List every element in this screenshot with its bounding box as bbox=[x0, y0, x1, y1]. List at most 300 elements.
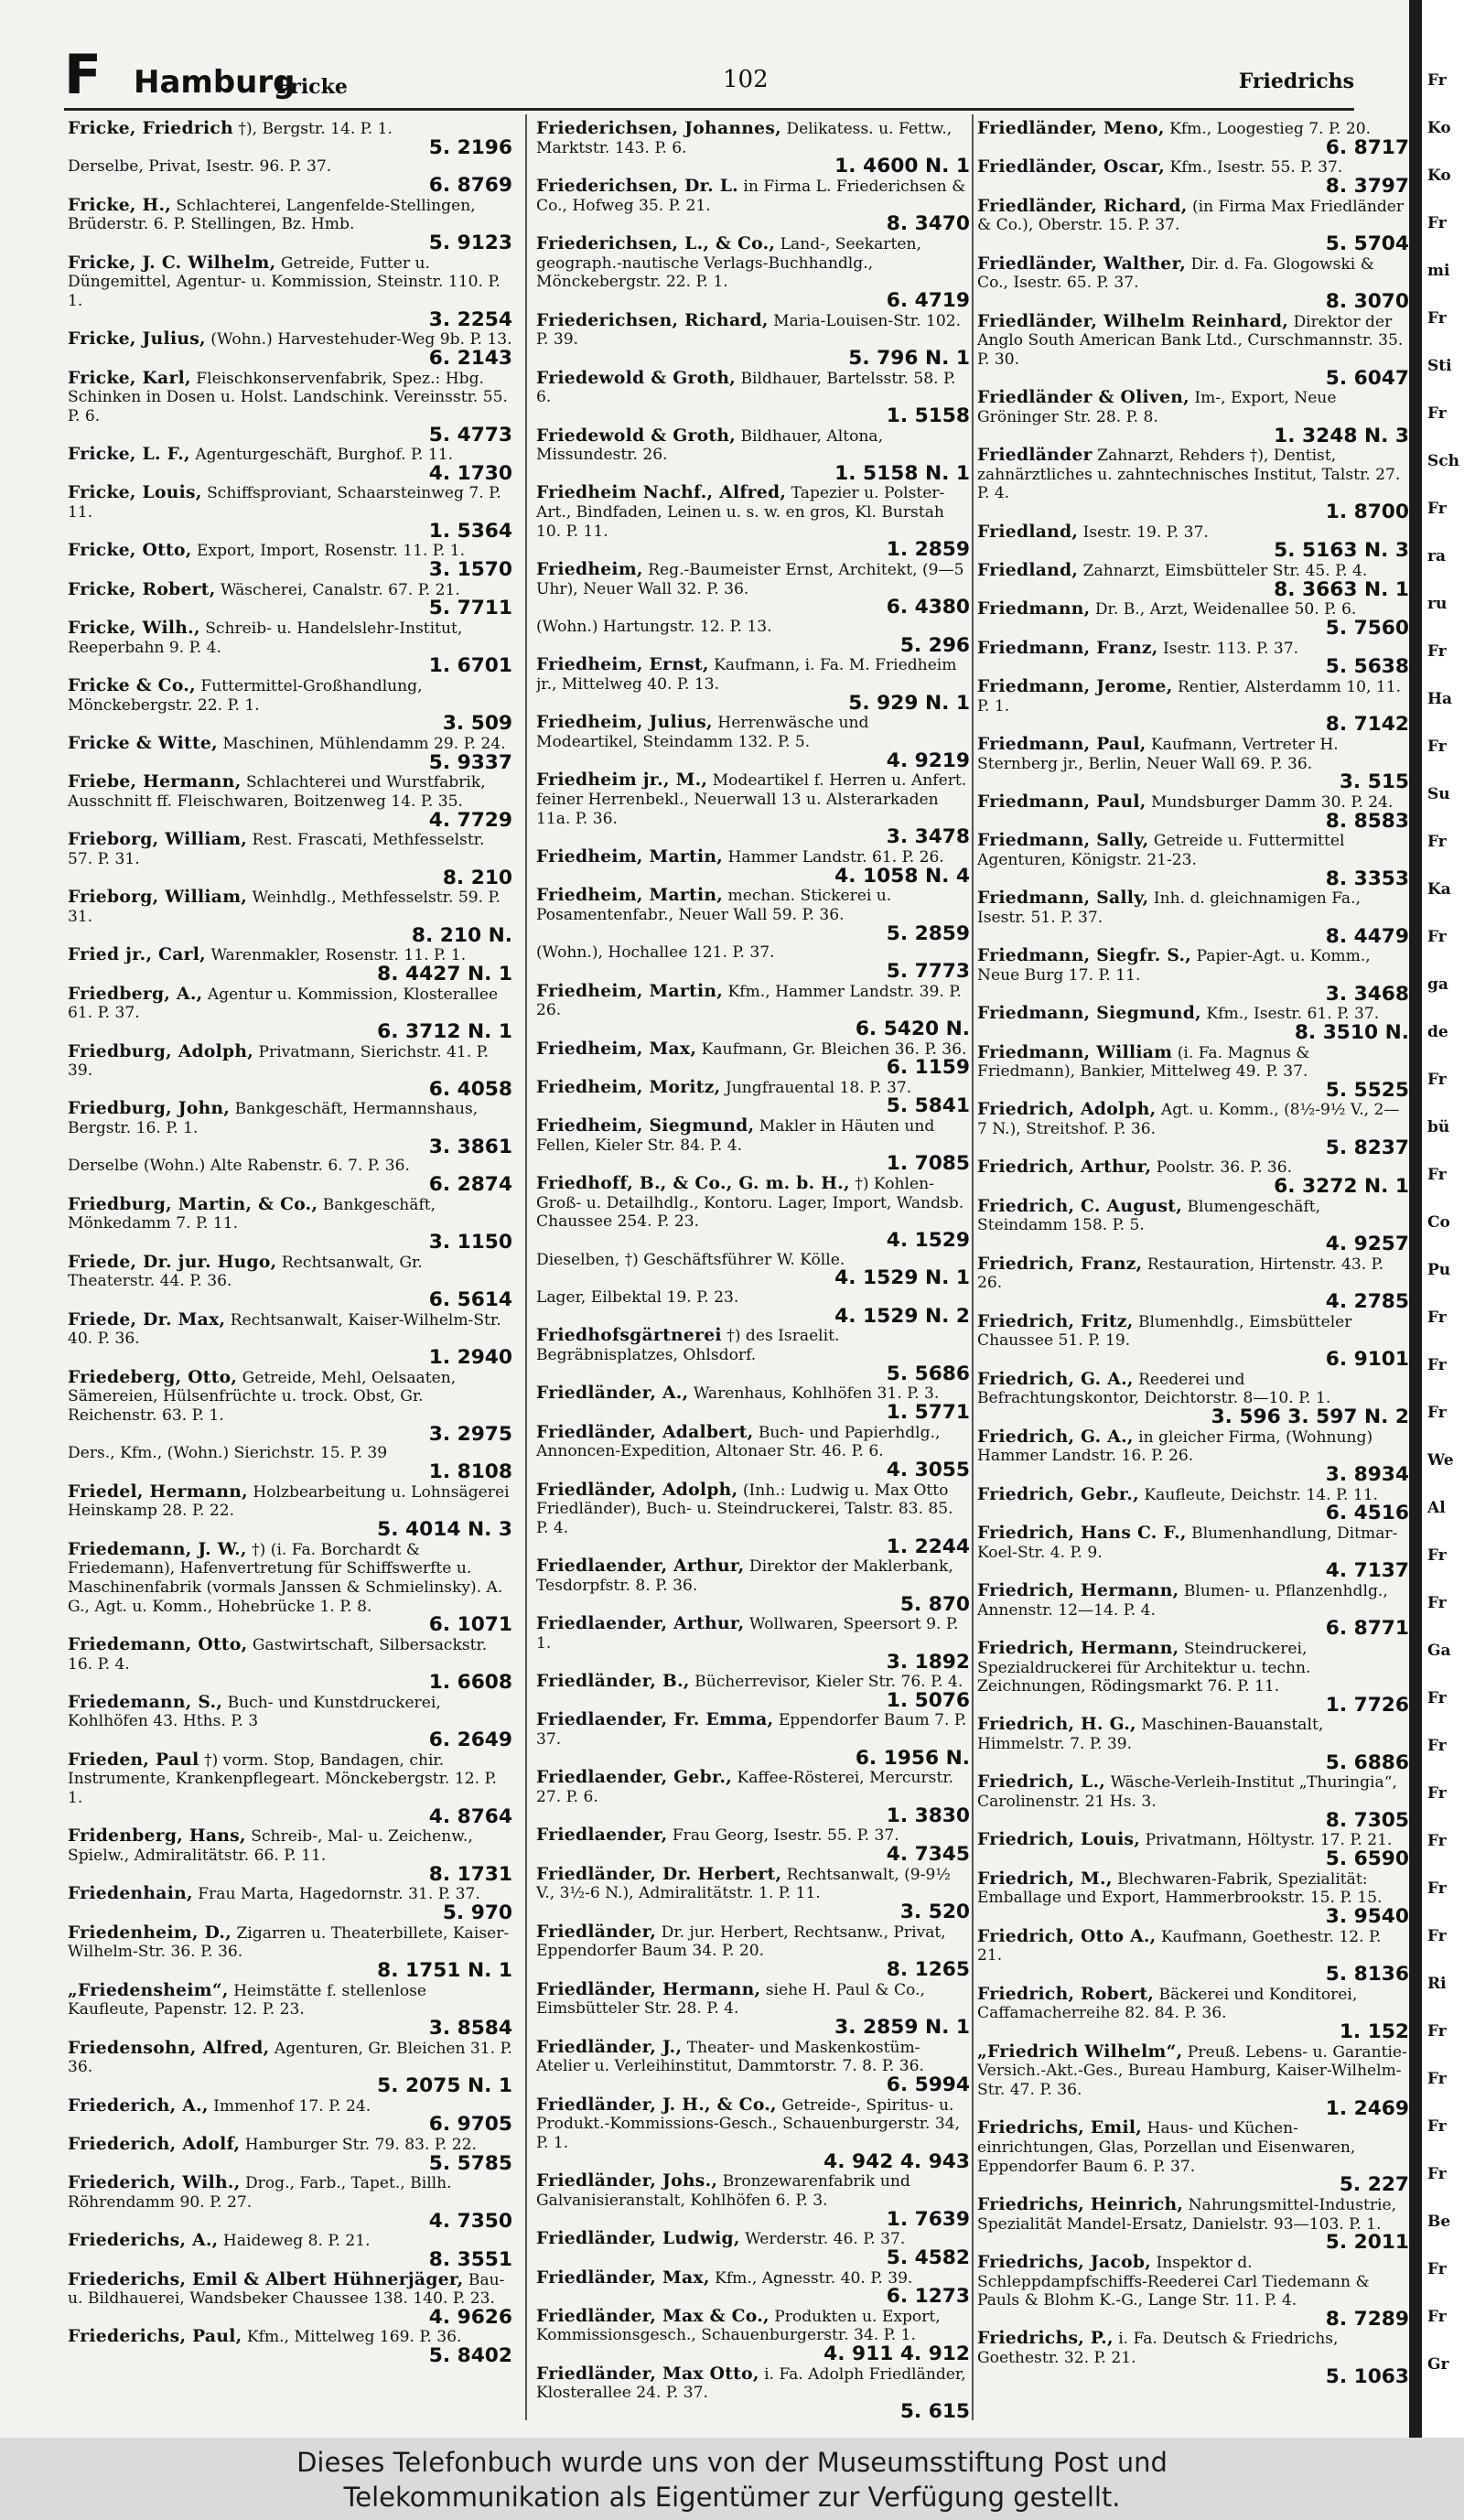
directory-entry bbox=[68, 985, 512, 1042]
entry-details: Maschinen, Mühlendamm 29. P. 24. bbox=[222, 735, 506, 753]
entry-text bbox=[536, 1980, 970, 2019]
phone-number: 5. 5785 bbox=[428, 2151, 512, 2175]
phone-number: 8. 1265 bbox=[886, 1958, 970, 1981]
entry-text bbox=[977, 1524, 1409, 1562]
phone-number: 5. 6590 bbox=[1325, 1847, 1409, 1871]
entry-name: Friederichsen, Dr. L. bbox=[536, 175, 738, 196]
phone-number: 4. 9257 bbox=[1325, 1233, 1409, 1256]
entry-name: Friedrichs, Emil, bbox=[977, 2117, 1143, 2138]
entry-name: Friederichs, A., bbox=[68, 2230, 219, 2251]
directory-entry bbox=[536, 1922, 970, 1980]
entry-details: Agenturen, Gr. Bleichen 31. P. 36. bbox=[68, 2039, 512, 2077]
entry-name: Friedheim, Max, bbox=[536, 1038, 697, 1059]
phone-number: 3. 520 bbox=[899, 1901, 970, 1924]
column-divider bbox=[525, 114, 527, 2420]
entry-name: Frieborg, William, bbox=[68, 829, 248, 850]
entry-name: Friedland, bbox=[977, 560, 1079, 581]
entry-name: Friedrich, Hermann, bbox=[977, 1637, 1179, 1658]
entry-name: Fricke, Julius, bbox=[68, 328, 206, 350]
entry-details: Wollwaren, Speersort 9. P. 1. bbox=[536, 1615, 959, 1653]
entry-details: Futtermittel-Großhandlung, Mönckebergstr. 22. P. 1. bbox=[68, 677, 423, 715]
directory-entry bbox=[68, 1635, 512, 1693]
entry-details: Heimstätte f. stellenlose Kaufleute, Papenstr. 12. P. 23. bbox=[68, 1981, 427, 2019]
directory-entry bbox=[68, 1750, 512, 1827]
strip-fragment: Pu bbox=[1427, 1261, 1451, 1279]
entry-text bbox=[68, 2173, 512, 2212]
phone-number: 1. 7726 bbox=[1325, 1693, 1409, 1717]
strip-fragment: Fr bbox=[1427, 71, 1447, 90]
entry-text bbox=[536, 1710, 970, 1749]
entry-details: Theater- und Maskenkostüm-Atelier u. Verleihinstitut, Dammtorstr. 7. 8. P. 36. bbox=[536, 2038, 924, 2076]
phone-number: 1. 5076 bbox=[886, 1688, 970, 1712]
phone-number: 3. 9540 bbox=[1325, 1905, 1409, 1929]
entry-details: Getreide, Mehl, Oelsaaten, Sämereien, Hülsenfrüchte u. trock. Obst, Gr. Reichenstr. 63. P. 1. bbox=[68, 1368, 457, 1425]
entry-details: Ders., Kfm., (Wohn.) Sierichstr. 15. P. 39 bbox=[68, 1444, 388, 1463]
entry-details: Getreide u. Futtermittel Agenturen, Königstr. 21-23. bbox=[977, 832, 1345, 869]
entry-name: Friedländer, Oscar, bbox=[977, 156, 1166, 178]
entry-details: Blechwaren-Fabrik, Spezialität: Emballage und Export, Hammerbrookstr. 15. P. 15. bbox=[977, 1869, 1383, 1908]
directory-entry bbox=[68, 1482, 512, 1540]
entry-text bbox=[68, 483, 512, 522]
entry-name: Friedrich, L., bbox=[977, 1772, 1106, 1793]
entry-details: (in Firma Max Friedländer & Co.), Oberstr. 15. P. 37. bbox=[977, 197, 1405, 235]
strip-fragment: Gr bbox=[1427, 2355, 1449, 2374]
entry-details: (Inh.: Ludwig u. Max Otto Friedländer), Buch- u. Steindruckerei, Talstr. 83. 85. P. 4. bbox=[536, 1481, 953, 1537]
entry-name: Friedheim, Siegmund, bbox=[536, 1115, 755, 1136]
directory-entry bbox=[68, 2173, 512, 2231]
entry-details: Zahnarzt, Rehders †), Dentist, zahnärztliches u. zahntechnisches Institut, Talstr. 27. P. 4. bbox=[977, 447, 1401, 503]
entry-text bbox=[68, 1310, 512, 1349]
entry-text bbox=[536, 560, 970, 598]
strip-fragment: Fr bbox=[1427, 500, 1447, 518]
phone-number: 6. 8771 bbox=[1325, 1617, 1409, 1641]
entry-text bbox=[977, 1581, 1409, 1620]
directory-entry bbox=[977, 1043, 1409, 1101]
directory-entry bbox=[68, 1826, 512, 1884]
entry-details: Blumen- u. Pflanzenhdlg., Annenstr. 12—14. P. 4. bbox=[977, 1581, 1388, 1620]
directory-entry bbox=[536, 1423, 970, 1481]
entry-details: Jungfrauental 18. P. 37. bbox=[725, 1078, 912, 1097]
directory-entry bbox=[536, 1039, 970, 1078]
entry-name: Friedländer, Dr. Herbert, bbox=[536, 1863, 782, 1884]
directory-entry bbox=[536, 311, 970, 369]
city-name: Hamburg bbox=[134, 64, 296, 101]
directory-entry bbox=[536, 119, 970, 177]
directory-entry bbox=[977, 1157, 1409, 1199]
entry-details: Reederei und Befrachtungskontor, Deichtorstr. 8—10. P. 1. bbox=[977, 1370, 1331, 1408]
phone-number: 5. 9123 bbox=[428, 231, 512, 254]
entry-details: Schlachterei, Langenfelde-Stellingen, Brüderstr. 6. P. Stellingen, Bz. Hmb. bbox=[68, 196, 476, 234]
entry-text bbox=[977, 1312, 1409, 1351]
entry-details: mechan. Stickerei u. Posamentenfabr., Neuer Wall 59. P. 36. bbox=[536, 887, 892, 924]
phone-number: 8. 4427 N. 1 bbox=[377, 962, 512, 985]
directory-entry bbox=[977, 197, 1409, 254]
phone-number: 6. 2649 bbox=[428, 1728, 512, 1752]
strip-fragment: Fr bbox=[1427, 833, 1447, 851]
entry-details: Kfm., Isestr. 61. P. 37. bbox=[1206, 1005, 1380, 1024]
entry-text bbox=[68, 985, 512, 1023]
entry-text bbox=[977, 197, 1409, 235]
entry-text bbox=[536, 1922, 970, 1961]
phone-number: 3. 8934 bbox=[1325, 1462, 1409, 1486]
entry-details: Delikatess. u. Fettw., Marktstr. 143. P. 6. bbox=[536, 120, 953, 157]
entry-text bbox=[977, 1772, 1409, 1811]
entry-name: Friedrich, Franz, bbox=[977, 1253, 1143, 1274]
directory-entry bbox=[977, 2118, 1409, 2195]
strip-fragment: Sti bbox=[1427, 357, 1452, 375]
directory-entry bbox=[68, 1444, 512, 1481]
directory-entry bbox=[68, 1099, 512, 1157]
strip-fragment: mi bbox=[1427, 262, 1450, 280]
strip-fragment: Fr bbox=[1427, 2165, 1447, 2183]
entry-name: Friedländer, B., bbox=[536, 1671, 690, 1692]
entry-name: Fricke & Witte, bbox=[68, 733, 218, 753]
entry-text bbox=[977, 2042, 1409, 2100]
entry-details: Gastwirtschaft, Silbersackstr. 16. P. 4. bbox=[68, 1635, 488, 1674]
entry-name: Friedländer, Max & Co., bbox=[536, 2305, 770, 2326]
phone-number: 8. 3510 N. bbox=[1294, 1020, 1409, 1044]
phone-number: 6. 9101 bbox=[1325, 1348, 1409, 1371]
directory-entry bbox=[68, 1981, 512, 2039]
entry-name: Friederich, Wilh., bbox=[68, 2172, 241, 2193]
listing-column-3 bbox=[977, 119, 1409, 2425]
entry-details: Haideweg 8. P. 21. bbox=[222, 2232, 371, 2251]
entry-name: Friedrich, Arthur, bbox=[977, 1157, 1152, 1178]
phone-number: 5. 296 bbox=[899, 633, 970, 657]
first-entry-keyword: Fricke bbox=[276, 75, 348, 99]
phone-number: 5. 6047 bbox=[1325, 366, 1409, 390]
entry-name: Friedrich, H. G., bbox=[977, 1714, 1136, 1735]
phone-number: 5. 5704 bbox=[1325, 232, 1409, 255]
listing-column-1 bbox=[68, 119, 512, 2425]
directory-entry bbox=[977, 1524, 1409, 1581]
entry-text bbox=[977, 1370, 1409, 1408]
entry-text bbox=[68, 1923, 512, 1962]
phone-number: 3. 509 bbox=[442, 712, 512, 736]
phone-number: 5. 929 N. 1 bbox=[848, 691, 970, 715]
strip-fragment: Fr bbox=[1427, 1308, 1447, 1327]
entry-text bbox=[977, 1100, 1409, 1138]
entry-details: Drog., Farb., Tapet., Billh. Röhrendamm 90. P. 27. bbox=[68, 2174, 452, 2212]
directory-entry bbox=[536, 2038, 970, 2095]
entry-details: Bronzewarenfabrik und Galvanisieranstalt, Kohlhöfen 6. P. 3. bbox=[536, 2172, 910, 2210]
entry-details: Bildhauer, Altona, Missundestr. 26. bbox=[536, 426, 883, 465]
entry-details: Werderstr. 46. P. 37. bbox=[745, 2230, 906, 2249]
phone-number: 1. 152 bbox=[1339, 2019, 1409, 2043]
directory-entry bbox=[68, 2096, 512, 2135]
entry-name: Friede, Dr. jur. Hugo, bbox=[68, 1251, 277, 1272]
entry-details: Agentur u. Kommission, Klosterallee 61. P. 37. bbox=[68, 985, 499, 1023]
directory-entry bbox=[536, 2171, 970, 2229]
directory-entry bbox=[536, 1865, 970, 1922]
phone-number: 1. 3830 bbox=[886, 1804, 970, 1827]
entry-text bbox=[68, 1099, 512, 1137]
directory-entry bbox=[68, 369, 512, 446]
directory-entry bbox=[68, 483, 512, 541]
strip-fragment: Fr bbox=[1427, 2070, 1447, 2088]
directory-entry bbox=[536, 1825, 970, 1867]
entry-details: Modeartikel f. Herren u. Anfert. feiner Herrenbekl., Neuerwall 13 u. Alsterarkaden 11a. P. 36. bbox=[536, 771, 967, 828]
phone-number: 4. 1529 N. 1 bbox=[834, 1266, 970, 1290]
entry-name: Friedenheim, D., bbox=[68, 1922, 232, 1943]
phone-number: 1. 5158 N. 1 bbox=[834, 461, 970, 485]
directory-entry bbox=[977, 792, 1409, 831]
entry-details: Bücherrevisor, Kieler Str. 76. P. 4. bbox=[694, 1673, 963, 1692]
entry-name: Friedländer, bbox=[536, 1921, 657, 1942]
strip-fragment: de bbox=[1427, 1023, 1448, 1041]
entry-details: Fleischkonservenfabrik, Spez.: Hbg. Schinken in Dosen u. Holst. Landschink. Vereinsstr. 55. P. 6. bbox=[68, 369, 508, 425]
strip-fragment: We bbox=[1427, 1451, 1454, 1470]
directory-entry bbox=[977, 2042, 1409, 2119]
directory-entry bbox=[977, 735, 1409, 792]
phone-number: 1. 5771 bbox=[886, 1400, 970, 1424]
entry-name: Friedheim, Julius, bbox=[536, 712, 713, 733]
entry-name: Friedheim, Martin, bbox=[536, 845, 724, 867]
entry-details: Kfm., Isestr. 55. P. 37. bbox=[1169, 158, 1343, 178]
entry-name: Fricke, Louis, bbox=[68, 482, 202, 503]
entry-name: Friedrich, Hans C. F., bbox=[977, 1522, 1187, 1543]
directory-entry bbox=[977, 254, 1409, 312]
entry-name: Friedemann, J. W., bbox=[68, 1538, 247, 1559]
entry-name: Friedland, bbox=[977, 521, 1079, 542]
directory-entry bbox=[977, 312, 1409, 389]
phone-number: 5. 615 bbox=[899, 2400, 970, 2424]
entry-name: Frieden, Paul bbox=[68, 1749, 199, 1770]
entry-text bbox=[68, 1042, 512, 1081]
entry-name: Friedländer, Walther, bbox=[977, 253, 1187, 274]
entry-details: Nahrungsmittel-Industrie, Spezialität Mandel-Ersatz, Danielstr. 93—103. P. 1. bbox=[977, 2195, 1397, 2234]
entry-name: Friedrich, C. August, bbox=[977, 1195, 1183, 1216]
entry-name: Friedheim, Moritz, bbox=[536, 1076, 721, 1097]
directory-entry bbox=[977, 946, 1409, 1004]
directory-entry bbox=[68, 1253, 512, 1310]
entry-name: Friedhofsgärtnerei bbox=[536, 1325, 722, 1346]
strip-fragment: Sch bbox=[1427, 452, 1459, 470]
entry-name: Friedländer, Adolph, bbox=[536, 1479, 738, 1500]
entry-name: Friedmann, Franz, bbox=[977, 637, 1158, 658]
entry-text bbox=[68, 1482, 512, 1521]
entry-name: Friedheim, Ernst, bbox=[536, 654, 709, 675]
entry-text bbox=[977, 677, 1409, 716]
phone-number: 1. 3248 N. 3 bbox=[1274, 424, 1409, 447]
entry-details: Privatmann, Sierichstr. 41. P. 39. bbox=[68, 1042, 490, 1081]
entry-name: Friedlaender, Fr. Emma, bbox=[536, 1709, 774, 1730]
phone-number: 5. 5841 bbox=[886, 1094, 970, 1118]
phone-number: 8. 3353 bbox=[1325, 867, 1409, 890]
phone-number: 8. 1751 N. 1 bbox=[377, 1959, 512, 1982]
entry-details: Inh. d. gleichnamigen Fa., Isestr. 51. P. 37. bbox=[977, 889, 1361, 927]
directory-entry bbox=[68, 329, 512, 368]
phone-number: 8. 1731 bbox=[428, 1862, 512, 1886]
phone-number: 5. 796 N. 1 bbox=[848, 346, 970, 370]
entry-name: Friedheim Nachf., Alfred, bbox=[536, 482, 787, 503]
strip-fragment: Fr bbox=[1427, 1594, 1447, 1612]
entry-name: Fricke, L. F., bbox=[68, 444, 190, 465]
entry-name: Friedländer, Ludwig, bbox=[536, 2228, 740, 2249]
entry-details: Haus- und Küchen-einrichtungen, Glas, Porzellan und Eisenwaren, Eppendorfer Baum 6. P. 37. bbox=[977, 2119, 1356, 2176]
entry-details: Getreide-, Spiritus- u. Produkt.-Kommissions-Gesch., Schauenburgerstr. 34, P. 1. bbox=[536, 2095, 961, 2152]
phone-number: 4. 1058 N. 4 bbox=[834, 864, 970, 888]
entry-name: „Friedensheim“, bbox=[68, 1979, 229, 2000]
phone-number: 3. 3478 bbox=[886, 825, 970, 849]
entry-details: Kaufmann, Vertreter H. Sternberg jr., Berlin, Neuer Wall 69. P. 36. bbox=[977, 736, 1339, 773]
phone-number: 6. 5994 bbox=[886, 2073, 970, 2096]
phone-number: 5. 7773 bbox=[886, 959, 970, 983]
entry-details: †) des Israelit. Begräbnisplatzes, Ohlsdorf. bbox=[536, 1327, 840, 1364]
entry-text bbox=[977, 1255, 1409, 1293]
entry-details: Buch- und Papierhdlg., Annoncen-Expedition, Altonaer Str. 46. P. 6. bbox=[536, 1423, 941, 1461]
entry-details: Schiffsproviant, Schaarsteinweg 7. P. 11. bbox=[68, 484, 501, 522]
entry-text bbox=[68, 196, 512, 234]
phone-number: 1. 6608 bbox=[428, 1671, 512, 1695]
phone-number: 5. 8237 bbox=[1325, 1136, 1409, 1159]
page-number: 102 bbox=[723, 66, 769, 93]
phone-number: 8. 3070 bbox=[1325, 289, 1409, 313]
entry-details: in gleicher Firma, (Wohnung) Hammer Landstr. 16. P. 26. bbox=[977, 1427, 1373, 1466]
directory-entry bbox=[68, 772, 512, 830]
entry-text bbox=[977, 1043, 1409, 1082]
entry-text bbox=[68, 369, 512, 426]
phone-number: 3. 2975 bbox=[428, 1422, 512, 1446]
entry-text bbox=[536, 2095, 970, 2153]
strip-fragment: ru bbox=[1427, 595, 1448, 613]
entry-details: Kfm., Agnesstr. 40. P. 39. bbox=[715, 2268, 913, 2288]
strip-fragment: Fr bbox=[1427, 642, 1447, 661]
entry-name: Fricke, Otto, bbox=[68, 540, 192, 561]
entry-text bbox=[536, 2364, 970, 2403]
entry-details: Blumenhandlung, Ditmar-Koel-Str. 4. P. 9. bbox=[977, 1524, 1398, 1562]
entry-details: Tapezier u. Polster-Art., Bindfaden, Leinen u. s. w. en gros, Kl. Burstah 10. P. 11. bbox=[536, 484, 945, 541]
entry-details: Immenhof 17. P. 24. bbox=[213, 2096, 371, 2116]
strip-fragment: Ka bbox=[1427, 880, 1451, 899]
directory-entry bbox=[977, 119, 1409, 157]
entry-details: Poolstr. 36. P. 36. bbox=[1156, 1158, 1293, 1178]
entry-name: Friedheim, Martin, bbox=[536, 885, 724, 906]
entry-text bbox=[68, 1826, 512, 1865]
directory-entry bbox=[536, 847, 970, 886]
entry-text bbox=[977, 1927, 1409, 1965]
entry-details: Dir. d. Fa. Glogowski & Co., Isestr. 65. P. 37. bbox=[977, 254, 1374, 293]
directory-entry bbox=[536, 1288, 970, 1326]
directory-entry bbox=[68, 1195, 512, 1253]
entry-text bbox=[536, 713, 970, 751]
phone-number: 6. 3712 N. 1 bbox=[377, 1019, 512, 1043]
entry-name: Friedländer, Wilhelm Reinhard, bbox=[977, 310, 1289, 331]
entry-text bbox=[977, 946, 1409, 985]
phone-number: 6. 4380 bbox=[886, 596, 970, 619]
entry-details: Zahnarzt, Eimsbütteler Str. 45. P. 4. bbox=[1082, 562, 1368, 581]
entry-text bbox=[536, 982, 970, 1020]
entry-details: Produkten u. Export, Kommissionsgesch., Schauenburgerstr. 34. P. 1. bbox=[536, 2307, 941, 2345]
entry-name: Friedmann, Paul, bbox=[977, 734, 1146, 754]
strip-fragment: Fr bbox=[1427, 1927, 1447, 1945]
strip-fragment: ra bbox=[1427, 547, 1446, 565]
entry-details: Agenturgeschäft, Burghof. P. 11. bbox=[195, 446, 454, 465]
phone-number: 4. 7350 bbox=[428, 2209, 512, 2233]
phone-number: 4. 911 4. 912 bbox=[824, 2342, 970, 2366]
entry-details: Direktor der Anglo South American Bank Ltd., Curschmannstr. 35. P. 30. bbox=[977, 312, 1404, 369]
strip-fragment: Fr bbox=[1427, 1071, 1447, 1089]
directory-entry bbox=[977, 831, 1409, 888]
strip-fragment: Fr bbox=[1427, 1879, 1447, 1898]
phone-number: 5. 2196 bbox=[428, 135, 512, 159]
directory-entry bbox=[977, 677, 1409, 735]
strip-fragment: Ko bbox=[1427, 167, 1451, 185]
phone-number: 4. 1730 bbox=[428, 461, 512, 485]
phone-number: 3. 3861 bbox=[428, 1135, 512, 1158]
entry-text bbox=[68, 2039, 512, 2077]
directory-entry bbox=[536, 886, 970, 943]
entry-details: Wäscherei, Canalstr. 67. P. 21. bbox=[220, 580, 460, 599]
entry-text bbox=[977, 1869, 1409, 1908]
entry-details: Frau Marta, Hagedornstr. 31. P. 37. bbox=[198, 1885, 480, 1904]
entry-details: Rechtsanwalt, Gr. Theaterstr. 44. P. 36. bbox=[68, 1253, 423, 1291]
directory-entry bbox=[536, 2229, 970, 2267]
entry-name: Fried jr., Carl, bbox=[68, 944, 206, 965]
directory-entry bbox=[977, 1004, 1409, 1042]
directory-entry bbox=[68, 830, 512, 888]
page-header bbox=[64, 43, 1354, 108]
phone-number: 5. 970 bbox=[442, 1901, 512, 1925]
directory-entry bbox=[68, 2326, 512, 2368]
directory-entry bbox=[536, 426, 970, 484]
entry-details: Kfm., Hammer Landstr. 39. P. 26. bbox=[536, 982, 962, 1020]
phone-number: 3. 1892 bbox=[886, 1650, 970, 1674]
directory-entry bbox=[977, 1312, 1409, 1370]
phone-number: 4. 1529 bbox=[886, 1229, 970, 1253]
entry-name: Friedmann, Paul, bbox=[977, 791, 1146, 812]
phone-number: 5. 2075 N. 1 bbox=[377, 2073, 512, 2097]
entry-text bbox=[68, 1750, 512, 1808]
phone-number: 5. 7711 bbox=[428, 597, 512, 620]
entry-details: Derselbe (Wohn.) Alte Rabenstr. 6. 7. P. 36. bbox=[68, 1157, 410, 1176]
strip-fragment: ga bbox=[1427, 975, 1448, 994]
entry-details: Wäsche-Verleih-Institut „Thuringia“, Carolinenstr. 21 Hs. 3. bbox=[977, 1773, 1397, 1812]
entry-details: †), Bergstr. 14. P. 1. bbox=[238, 120, 393, 138]
entry-text bbox=[68, 1368, 512, 1426]
entry-name: Fricke, Karl, bbox=[68, 367, 191, 388]
entry-name: Fricke, Robert, bbox=[68, 578, 216, 599]
entry-text bbox=[536, 655, 970, 694]
directory-entry bbox=[536, 1174, 970, 1251]
entry-text bbox=[68, 1195, 512, 1233]
phone-number: 3. 1570 bbox=[428, 558, 512, 582]
entry-text bbox=[536, 1116, 970, 1155]
phone-number: 6. 1159 bbox=[886, 1056, 970, 1080]
directory-entry bbox=[536, 1326, 970, 1384]
phone-number: 4. 1529 N. 2 bbox=[834, 1304, 970, 1328]
entry-details: Hammer Landstr. 61. P. 26. bbox=[727, 847, 944, 867]
entry-name: Fricke, J. C. Wilhelm, bbox=[68, 252, 276, 273]
entry-details: Export, Import, Rosenstr. 11. P. 1. bbox=[196, 542, 466, 561]
entry-name: Friedländer, Johs., bbox=[536, 2170, 718, 2192]
entry-name: Friedrichs, Heinrich, bbox=[977, 2193, 1184, 2214]
entry-name: Friedburg, John, bbox=[68, 1098, 231, 1119]
directory-entry bbox=[977, 598, 1409, 641]
entry-details: i. Fa. Deutsch & Friedrichs, Goethestr. 32. P. 21. bbox=[977, 2330, 1339, 2368]
directory-entry bbox=[977, 639, 1409, 677]
entry-details: Bau- u. Bildhauerei, Wandsbeker Chaussee 138. 140. P. 23. bbox=[68, 2270, 505, 2309]
entry-text bbox=[977, 831, 1409, 869]
directory-entry bbox=[977, 1197, 1409, 1255]
entry-name: Friedemann, Otto, bbox=[68, 1633, 248, 1654]
entry-name: Friedländer, J., bbox=[536, 2036, 683, 2057]
phone-number: 4. 2785 bbox=[1325, 1290, 1409, 1314]
entry-name: Friedrich, Hermann, bbox=[977, 1579, 1179, 1600]
entry-details: Kaffee-Rösterei, Mercurstr. 27. P. 6. bbox=[536, 1769, 954, 1807]
directory-entry bbox=[536, 1078, 970, 1116]
strip-fragment: Fr bbox=[1427, 1737, 1447, 1755]
